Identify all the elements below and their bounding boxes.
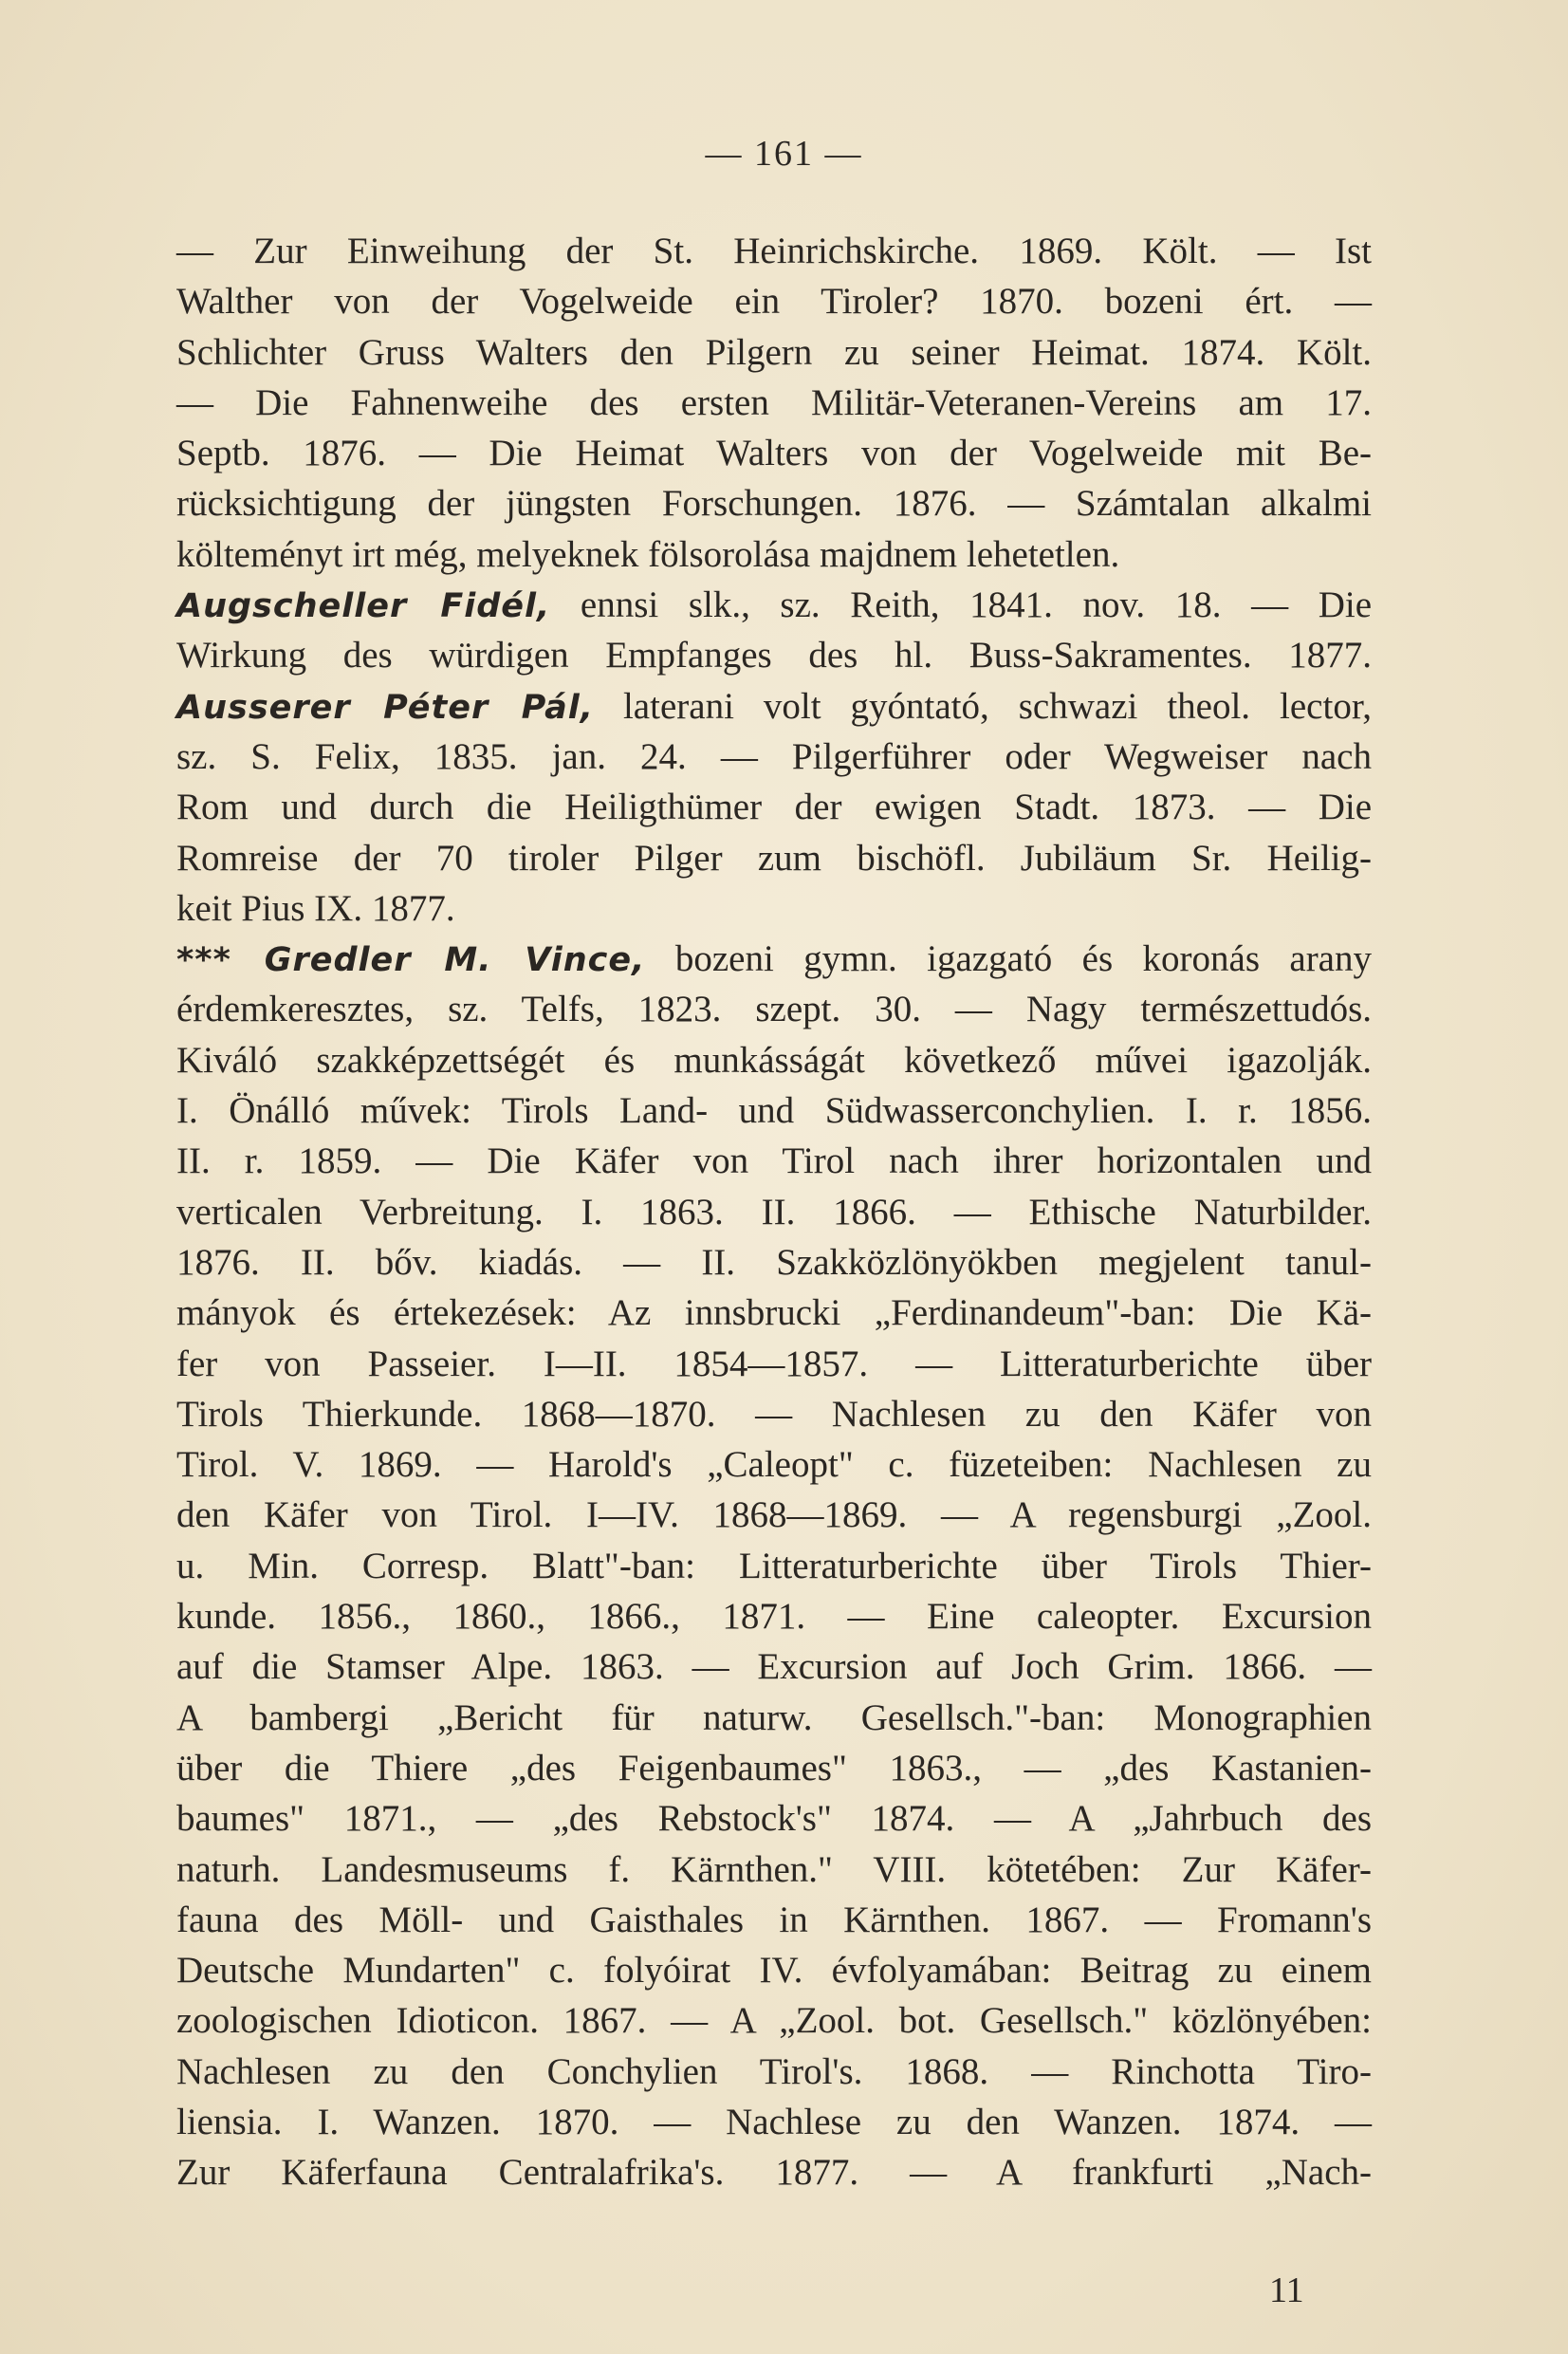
line-text: Septb. 1876. — Die Heimat Walters von der Vogelweide mit Be- [176,433,1372,474]
text-line [176,732,1372,782]
text-line [176,1995,1372,2046]
line-text: A bambergi „Bericht für naturw. Gesellsch."-ban: Monographien [176,1696,1372,1738]
line-text: naturh. Landesmuseums f. Kärnthen." VIII. kötetében: Zur Käfer- [176,1848,1372,1890]
line-text: Kiváló szakképzettségét és munkásságát következő művei igazolják. [176,1039,1372,1081]
text-line [176,1844,1372,1895]
line-text: Nachlesen zu den Conchylien Tirol's. 1868. — Rinchotta Tiro- [176,2050,1372,2092]
line-text: Walther von der Vogelweide ein Tiroler? 1870. bozeni ért. — [176,281,1372,323]
line-text: fer von Passeier. I—II. 1854—1857. — Litteraturberichte über [176,1343,1372,1384]
text-line [176,681,1372,732]
line-text: laterani volt gyóntató, schwazi theol. lector, [594,685,1372,727]
line-text: Tirol. V. 1869. — Harold's „Caleopt" c. füzeteiben: Nachlesen zu [176,1444,1372,1486]
line-text: Schlichter Gruss Walters den Pilgern zu seiner Heimat. 1874. Költ. [176,331,1372,373]
line-text: Tirols Thierkunde. 1868—1870. — Nachlesen zu den Käfer von [176,1393,1372,1435]
text-line [176,378,1372,428]
text-line [176,833,1372,883]
line-text: über die Thiere „des Feigenbaumes" 1863., — „des Kastanien- [176,1747,1372,1789]
text-line [176,1591,1372,1641]
text-line [176,1693,1372,1743]
text-line [176,1035,1372,1085]
line-text: verticalen Verbreitung. I. 1863. II. 1866. — Ethische Naturbilder. [176,1191,1372,1233]
line-text: Deutsche Mundarten" c. folyóirat IV. évfolyamában: Beitrag zu einem [176,1950,1372,1992]
text-line [176,580,1372,630]
text-line [176,2147,1372,2197]
text-line [176,782,1372,832]
line-text: Rom und durch die Heiligthümer der ewigen Stadt. 1873. — Die [176,787,1372,828]
line-text: sz. S. Felix, 1835. jan. 24. — Pilgerführer oder Wegweiser nach [176,735,1372,777]
text-line [176,1187,1372,1237]
text-line [176,630,1372,680]
text-line [176,1389,1372,1439]
text-line [176,327,1372,378]
line-text: érdemkeresztes, sz. Telfs, 1823. szept. 30. — Nagy természettudós. [176,989,1372,1030]
line-text: mányok és értekezések: Az innsbrucki „Ferdinandeum"-ban: Die Kä- [176,1292,1372,1334]
text-line [176,1136,1372,1186]
text-line [176,1895,1372,1945]
text-line [176,2047,1372,2097]
line-text: költeményt irt még, melyeknek fölsorolása majdnem lehetetlen. [176,533,1120,575]
text-line [176,428,1372,478]
text-line [176,1541,1372,1591]
text-line [176,1439,1372,1490]
text-line [176,478,1372,528]
entry-name: Augscheller Fidél, [176,587,551,626]
text-line [176,1793,1372,1844]
line-text: kunde. 1856., 1860., 1866., 1871. — Eine caleopter. Excursion [176,1596,1372,1638]
line-text: liensia. I. Wanzen. 1870. — Nachlese zu den Wanzen. 1874. — [176,2101,1372,2142]
text-line [176,1288,1372,1338]
line-text: ennsi slk., sz. Reith, 1841. nov. 18. — Die [550,584,1372,626]
line-text: keit Pius IX. 1877. [176,887,455,929]
signature-mark: 11 [1269,2271,1304,2310]
line-text: rücksichtigung der jüngsten Forschungen. 1876. — Számtalan alkalmi [176,483,1372,525]
text-line [176,1743,1372,1793]
line-text: Romreise der 70 tiroler Pilger zum bischöfl. Jubiläum Sr. Heilig- [176,837,1372,879]
line-text: 1876. II. bőv. kiadás. — II. Szakközlönyökben megjelent tanul- [176,1241,1372,1283]
line-text: u. Min. Corresp. Blatt"-ban: Litteraturberichte über Tirols Thier- [176,1545,1372,1586]
text-line [176,1490,1372,1540]
text-line [176,1339,1372,1389]
entry-name: *** Gredler M. Vince, [176,941,646,980]
page-number: — 161 — [705,134,863,174]
line-text: den Käfer von Tirol. I—IV. 1868—1869. — A regensburgi „Zool. [176,1494,1372,1536]
line-text: — Die Fahnenweihe des ersten Militär-Veteranen-Vereins am 17. [176,381,1372,423]
line-text: fauna des Möll- und Gaisthales in Kärnthen. 1867. — Fromann's [176,1899,1372,1940]
text-line [176,934,1372,984]
text-line [176,2097,1372,2147]
line-text: baumes" 1871., — „des Rebstock's" 1874. — A „Jahrbuch des [176,1798,1372,1840]
text-line [176,1641,1372,1692]
line-text: I. Önálló művek: Tirols Land- und Südwasserconchylien. I. r. 1856. [176,1090,1372,1132]
line-text: — Zur Einweihung der St. Heinrichskirche. 1869. Költ. — Ist [176,231,1372,271]
line-text: bozeni gymn. igazgató és koronás arany [645,938,1372,980]
entry-name: Ausserer Péter Pál, [176,688,594,727]
text-line [176,883,1372,934]
line-text: Wirkung des würdigen Empfanges des hl. Buss-Sakramentes. 1877. [176,635,1372,677]
text-line [176,984,1372,1034]
line-text: auf die Stamser Alpe. 1863. — Excursion auf Joch Grim. 1866. — [176,1646,1372,1688]
text-line [176,1945,1372,1995]
text-line [176,226,1372,276]
text-line [176,529,1372,580]
line-text: Zur Käferfauna Centralafrika's. 1877. — A frankfurti „Nach- [176,2152,1372,2194]
text-line [176,1237,1372,1288]
body-text [176,226,1372,2198]
line-text: zoologischen Idioticon. 1867. — A „Zool. bot. Gesellsch." közlönyében: [176,2000,1372,2042]
line-text: II. r. 1859. — Die Käfer von Tirol nach ihrer horizontalen und [176,1140,1372,1182]
text-line [176,1085,1372,1136]
text-line [176,276,1372,326]
